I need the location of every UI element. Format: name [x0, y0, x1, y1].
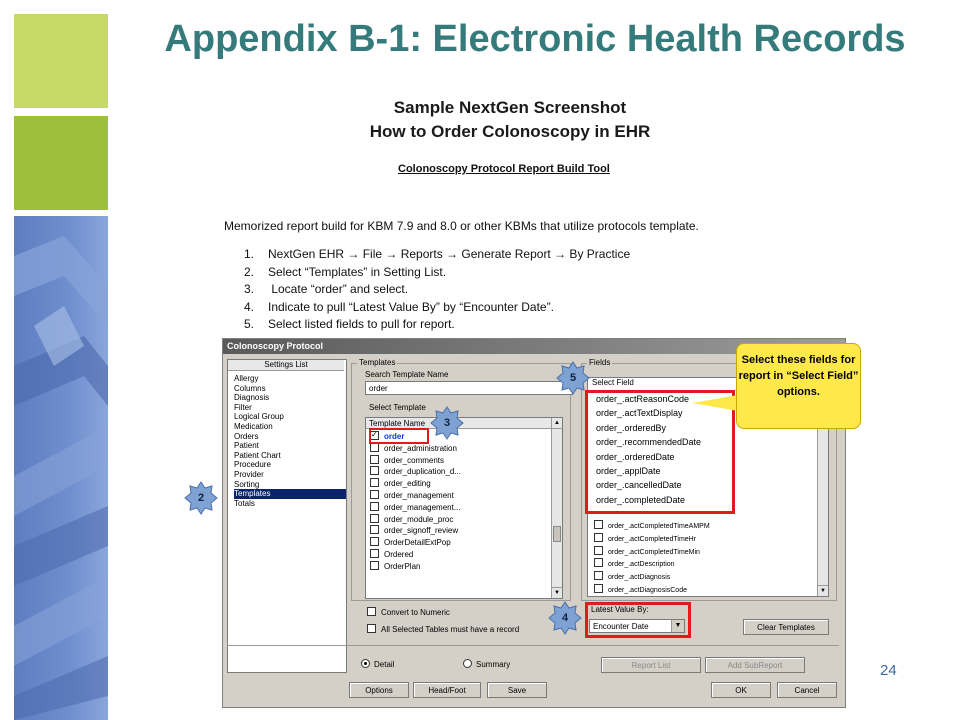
cancel-button[interactable]: Cancel [777, 682, 837, 698]
detail-radio[interactable]: Detail [361, 659, 394, 669]
checkbox-icon[interactable] [370, 490, 379, 499]
step-marker-number: 4 [561, 612, 569, 624]
template-row[interactable]: OrderPlan [370, 561, 461, 573]
field-row[interactable]: order_.orderedBy [596, 422, 667, 433]
checkbox-icon[interactable] [594, 571, 603, 580]
chevron-down-icon[interactable]: ▼ [671, 620, 684, 632]
settings-list-header: Settings List [228, 360, 344, 371]
field-row[interactable]: order_.orderedDate [596, 451, 675, 462]
highlight-latest-value [585, 602, 691, 638]
checkbox-icon[interactable] [594, 520, 603, 529]
template-list[interactable] [365, 417, 563, 599]
head-foot-button[interactable]: Head/Foot [413, 682, 481, 698]
radio-icon[interactable] [463, 659, 472, 668]
settings-item-columns[interactable]: Columns [234, 383, 266, 393]
template-row[interactable]: order_comments [370, 455, 461, 467]
checkbox-icon[interactable] [594, 546, 603, 555]
step-item: 5. Select listed fields to pull for report. [244, 317, 455, 331]
search-template-label: Search Template Name [365, 370, 449, 379]
page-number: 24 [880, 662, 897, 679]
slide-title: Appendix B-1: Electronic Health Records [164, 18, 906, 60]
checkbox-icon[interactable] [370, 502, 379, 511]
checkbox-icon[interactable] [594, 584, 603, 593]
settings-item-patient-chart[interactable]: Patient Chart [234, 450, 281, 460]
all-tables-option[interactable]: All Selected Tables must have a record [367, 624, 519, 634]
callout-tail [692, 395, 738, 411]
select-template-label: Select Template [369, 403, 426, 412]
steps-list [244, 246, 630, 334]
latest-value-selected: Encounter Date [593, 622, 649, 631]
template-row[interactable]: OrderDetailExtPop [370, 537, 461, 549]
field-row[interactable]: order_.actCompletedTimeHr [594, 533, 710, 546]
window-title-bar: Colonoscopy Protocol [223, 339, 845, 354]
report-list-button[interactable]: Report List [601, 657, 701, 673]
highlight-order-template [369, 428, 429, 444]
settings-item-patient[interactable]: Patient [234, 441, 259, 451]
template-row[interactable]: order_administration [370, 443, 461, 455]
field-row[interactable]: order_.actCompletedTimeAMPM [594, 520, 710, 533]
select-field-label: Select Field [592, 378, 634, 387]
template-row[interactable]: order_duplication_d... [370, 466, 461, 478]
template-row[interactable]: Ordered [370, 549, 461, 561]
field-row[interactable]: order_.actTextDisplay [596, 408, 683, 419]
settings-item-orders[interactable]: Orders [234, 431, 259, 441]
add-subreport-button[interactable]: Add SubReport [705, 657, 805, 673]
slide-subtitle [230, 96, 790, 144]
scroll-down-icon[interactable]: ▼ [818, 585, 828, 596]
template-row[interactable]: order_management [370, 490, 461, 502]
settings-item-procedure[interactable]: Procedure [234, 460, 271, 470]
search-template-input[interactable]: order [365, 381, 573, 395]
options-button[interactable]: Options [349, 682, 409, 698]
divider [227, 645, 839, 646]
template-name-header: Template Name [366, 418, 562, 429]
settings-item-diagnosis[interactable]: Diagnosis [234, 393, 270, 403]
checkbox-icon[interactable] [367, 607, 376, 616]
select-fields-callout: Select these fields for report in “Select Field” options. [736, 343, 861, 429]
tool-title: Colonoscopy Protocol Report Build Tool [398, 163, 610, 175]
field-row[interactable]: order_.completedDate [596, 494, 686, 505]
checkbox-icon[interactable] [370, 537, 379, 546]
step-marker-number: 2 [197, 492, 205, 504]
step-marker-number: 3 [443, 417, 451, 429]
subtitle-line-1: Sample NextGen Screenshot [393, 98, 627, 117]
decor-chevrons-icon [14, 216, 108, 720]
field-row[interactable]: order_.actReasonCode [596, 394, 690, 404]
save-button[interactable]: Save [487, 682, 547, 698]
template-row[interactable]: order_management... [370, 502, 461, 514]
other-fields [594, 520, 710, 597]
scroll-down-icon[interactable]: ▼ [552, 587, 562, 598]
decor-blue-bar [14, 216, 108, 720]
scroll-thumb[interactable] [553, 526, 561, 542]
checkbox-icon[interactable] [367, 624, 376, 633]
settings-item-medication[interactable]: Medication [234, 421, 273, 431]
subtitle-line-2: How to Order Colonoscopy in EHR [369, 122, 651, 141]
field-row[interactable]: order_.recommendedDate [596, 437, 702, 448]
field-row[interactable]: order_.cancelledDate [596, 480, 682, 491]
scroll-up-icon[interactable]: ▲ [552, 418, 562, 429]
step-item: 2. Select “Templates” in Setting List. [244, 264, 447, 279]
template-row[interactable]: order_signoff_review [370, 525, 461, 537]
settings-list-box [227, 359, 347, 673]
checkbox-icon[interactable] [594, 533, 603, 542]
checkbox-icon[interactable] [594, 558, 603, 567]
checkbox-icon[interactable] [370, 561, 379, 570]
field-row[interactable]: order_.actDiagnosis [594, 571, 710, 584]
checkbox-icon[interactable] [370, 443, 379, 452]
template-rows [370, 431, 461, 573]
field-row[interactable]: order_.applDate [596, 466, 661, 477]
settings-item-sorting[interactable]: Sorting [234, 479, 260, 489]
field-row[interactable]: order_.actCompletedTimeMin [594, 546, 710, 559]
settings-item-logical-group[interactable]: Logical Group [234, 412, 284, 422]
convert-numeric-option[interactable]: Convert to Numeric [367, 607, 450, 617]
field-row[interactable]: order_.actDiagnosisCode [594, 584, 710, 597]
summary-radio[interactable]: Summary [463, 659, 510, 669]
latest-value-label: Latest Value By: [591, 605, 649, 614]
checkbox-icon[interactable] [370, 525, 379, 534]
settings-item-filter[interactable]: Filter [234, 402, 252, 412]
templates-group-label: Templates [359, 358, 396, 367]
ok-button[interactable]: OK [711, 682, 771, 698]
step-item: 1. NextGen EHR → File → Reports → Generate Report → By Practice [244, 247, 631, 261]
template-row[interactable]: order_editing [370, 478, 461, 490]
checkbox-icon[interactable] [370, 514, 379, 523]
decor-square-light-green [14, 14, 108, 108]
settings-item-allergy[interactable]: Allergy [234, 374, 259, 383]
checkbox-icon[interactable] [370, 455, 379, 464]
decor-square-green [14, 116, 108, 210]
radio-selected-icon[interactable] [361, 659, 370, 668]
checkbox-icon[interactable] [370, 466, 379, 475]
template-row[interactable]: ✓order [370, 431, 461, 443]
checkbox-icon[interactable] [370, 549, 379, 558]
step-marker-number: 5 [569, 372, 577, 384]
step-item: 4. Indicate to pull “Latest Value By” by “Encounter Date”. [244, 299, 554, 314]
checkbox-icon[interactable] [370, 478, 379, 487]
field-row[interactable]: order_.actDescription [594, 558, 710, 571]
clear-templates-button[interactable]: Clear Templates [743, 619, 829, 635]
fields-group-label: Fields [589, 358, 611, 367]
settings-item-totals[interactable]: Totals [234, 498, 255, 508]
settings-list [234, 374, 346, 508]
intro-text: Memorized report build for KBM 7.9 and 8.0 or other KBMs that utilize protocols template. [224, 219, 699, 233]
template-row[interactable]: order_module_proc [370, 514, 461, 526]
settings-item-templates[interactable]: Templates [234, 489, 346, 499]
template-list-scrollbar[interactable] [551, 418, 562, 598]
settings-item-provider[interactable]: Provider [234, 469, 264, 479]
step-item: 3. Locate “order” and select. [244, 282, 409, 296]
